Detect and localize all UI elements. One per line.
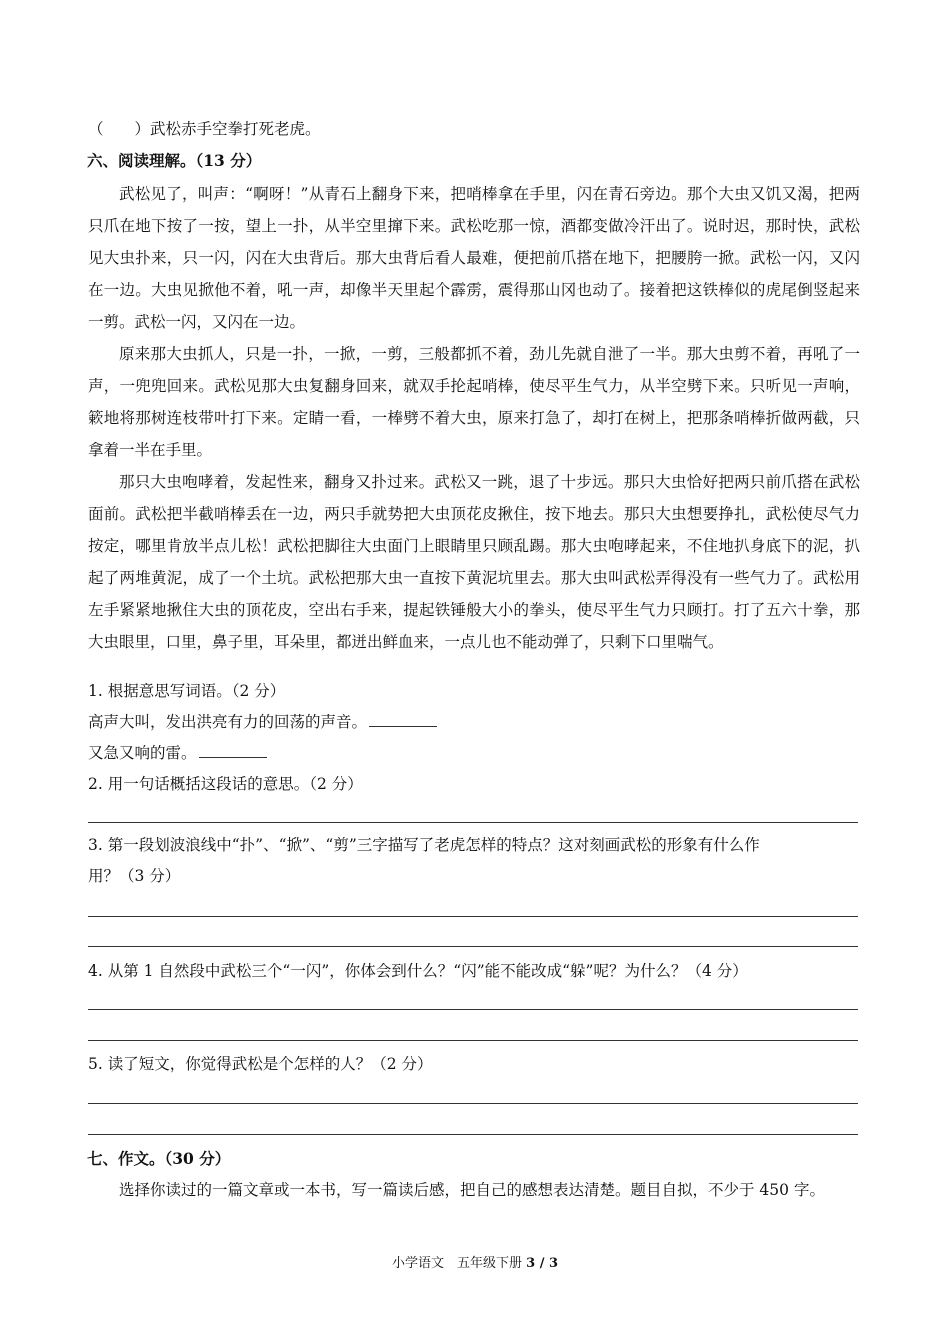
page-number: 3 / 3 [526, 1256, 559, 1271]
answer-line[interactable] [88, 1103, 858, 1104]
answer-line[interactable] [88, 1009, 858, 1010]
question-1: 1. 根据意思写词语。（2 分） [88, 682, 286, 700]
question-1b-text: 又急又响的雷。 [88, 744, 197, 762]
question-3-line-2: 用？（3 分） [88, 867, 181, 885]
answer-blank-1a[interactable] [369, 712, 437, 727]
passage-paragraph-3: 那只大虫咆哮着，发起性来，翻身又扑过来。武松又一跳，退了十步远。那只大虫恰好把两只前爪搭在武松面前。武松把半截哨棒丢在一边，两只手就势把大虫顶花皮揪住，按下地去。那只大虫想要挣扎，武松使尽气力按定，哪里肯放半点儿松！武松把脚往大虫面门上眼睛里只顾乱踢。那大虫咆哮起来，不住地扒身底下的泥，扒起了两堆黄泥，成了一个土坑。武松把那大虫一直按下黄泥坑里去。那大虫叫武松弄得没有一些气力了。武松用左手紧紧地揪住大虫的顶花皮，空出右手来，提起铁锤般大小的拳头，使尽平生气力只顾打。打了五六十拳，那大虫眼里，口里，鼻子里，耳朵里，都迸出鲜血来，一点儿也不能动弹了，只剩下口里喘气。 [88, 473, 860, 651]
passage-paragraph-2: 原来那大虫抓人，只是一扑，一掀，一剪，三般都抓不着，劲儿先就自泄了一半。那大虫剪不着，再吼了一声，一兜兜回来。武松见那大虫复翻身回来，就双手抡起哨棒，使尽平生气力，从半空劈下来。只听见一声响，簌地将那树连枝带叶打下来。定睛一看，一棒劈不着大虫，原来打急了，却打在树上，把那条哨棒折做两截，只拿着一半在手里。 [88, 345, 860, 459]
question-1b [88, 742, 267, 764]
passage-paragraph-1: 武松见了，叫声：“啊呀！”从青石上翻身下来，把哨棒拿在手里，闪在青石旁边。那个大虫又饥又渴，把两只爪在地下按了一按，望上一扑，从半空里撺下来。武松吃那一惊，酒都变做冷汗出了。说时迟，那时快，武松见大虫扑来，只一闪，闪在大虫背后。那大虫背后看人最难，便把前爪搭在地下，把腰胯一掀。武松一闪，又闪在一边。大虫见掀他不着，吼一声，却像半天里起个霹雳，震得那山冈也动了。接着把这铁棒似的虎尾倒竖起来一剪。武松一闪，又闪在一边。 [88, 185, 860, 331]
question-3-line-1: 3. 第一段划波浪线中“扑”、“掀”、“剪”三字描写了老虎怎样的特点？这对刻画武松的形象有什么作 [88, 836, 760, 854]
answer-line[interactable] [88, 822, 858, 823]
answer-line[interactable] [88, 1134, 858, 1135]
section-7-title: 七、作文。（30 分） [87, 1149, 231, 1168]
answer-line[interactable] [88, 946, 858, 947]
essay-prompt: 选择你读过的一篇文章或一本书，写一篇读后感，把自己的感想表达清楚。题目自拟，不少于 450 字。 [119, 1181, 825, 1199]
question-2: 2. 用一句话概括这段话的意思。（2 分） [88, 775, 363, 793]
answer-line[interactable] [88, 1040, 858, 1041]
page-footer [0, 1252, 950, 1271]
section-6-title: 六、阅读理解。（13 分） [87, 151, 262, 170]
answer-blank-1b[interactable] [199, 743, 267, 758]
question-1a [88, 711, 437, 733]
reading-passage [88, 178, 860, 658]
answer-line[interactable] [88, 916, 858, 917]
question-item-line: （ ）武松赤手空拳打死老虎。 [88, 120, 321, 138]
question-5: 5. 读了短文，你觉得武松是个怎样的人？（2 分） [88, 1055, 433, 1073]
question-1a-text: 高声大叫，发出洪亮有力的回荡的声音。 [88, 713, 368, 731]
question-4: 4. 从第 1 自然段中武松三个“一闪”，你体会到什么？“闪”能不能改成“躲”呢？为什么？（4 分） [88, 962, 748, 980]
footer-text: 小学语文 五年级下册 [391, 1256, 527, 1271]
